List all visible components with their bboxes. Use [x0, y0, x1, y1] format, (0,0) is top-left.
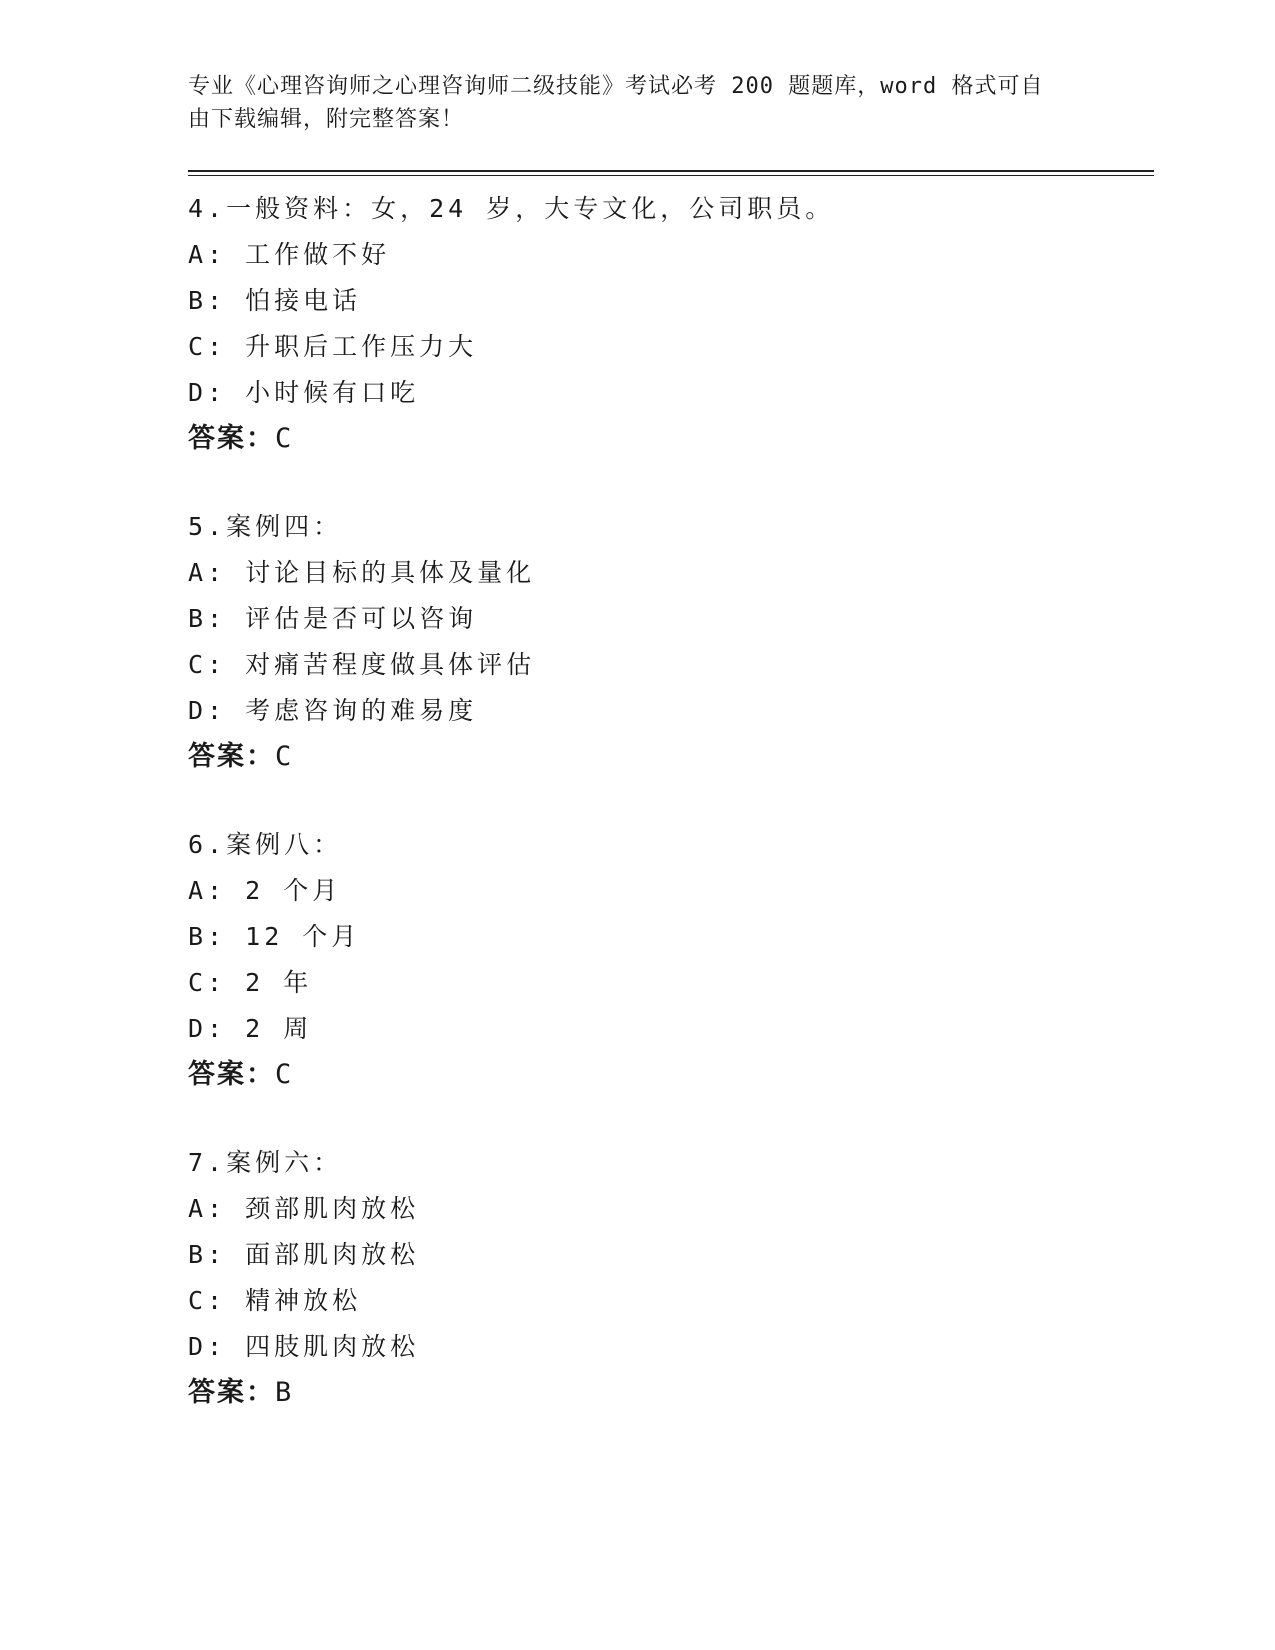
option-d: D: 2 周: [188, 1014, 313, 1043]
answer-line: [188, 416, 1154, 462]
answer-line: [188, 1052, 1154, 1098]
option-a: A: 颈部肌肉放松: [188, 1194, 420, 1223]
option-a: A: 工作做不好: [188, 240, 391, 269]
answer-line: [188, 1370, 1154, 1416]
answer-label: 答案：: [188, 741, 275, 772]
question-item: [188, 1140, 1154, 1416]
option-b: B: 12 个月: [188, 922, 361, 951]
option-d: D: 考虑咨询的难易度: [188, 696, 478, 725]
question-stem: 6.案例八：: [188, 830, 343, 859]
option-b: B: 面部肌肉放松: [188, 1240, 420, 1269]
header-line-2: 由下载编辑，附完整答案！: [188, 107, 465, 132]
option-b: B: 评估是否可以咨询: [188, 604, 478, 633]
question-item: [188, 822, 1154, 1098]
question-stem: 4.一般资料：女，24 岁，大专文化，公司职员。: [188, 194, 835, 223]
question-stem: 7.案例六：: [188, 1148, 343, 1177]
answer-line: [188, 734, 1154, 780]
option-d: D: 小时候有口吃: [188, 378, 420, 407]
document-page: [188, 70, 1154, 1458]
option-c: C: 对痛苦程度做具体评估: [188, 650, 536, 679]
answer-value: C: [275, 741, 293, 772]
question-stem: 5.案例四：: [188, 512, 343, 541]
option-d: D: 四肢肌肉放松: [188, 1332, 420, 1361]
option-c: C: 精神放松: [188, 1286, 362, 1315]
option-a: A: 2 个月: [188, 876, 342, 905]
answer-label: 答案：: [188, 1059, 275, 1090]
answer-label: 答案：: [188, 423, 275, 454]
answer-value: C: [275, 1059, 293, 1090]
option-b: B: 怕接电话: [188, 286, 362, 315]
option-a: A: 讨论目标的具体及量化: [188, 558, 536, 587]
question-item: [188, 186, 1154, 462]
question-list: [188, 186, 1154, 1416]
question-item: [188, 504, 1154, 780]
document-header: [188, 70, 1068, 136]
header-divider: [188, 170, 1154, 176]
answer-label: 答案：: [188, 1377, 275, 1408]
option-c: C: 2 年: [188, 968, 313, 997]
answer-value: B: [275, 1377, 293, 1408]
answer-value: C: [275, 423, 293, 454]
option-c: C: 升职后工作压力大: [188, 332, 478, 361]
header-line-1: 专业《心理咨询师之心理咨询师二级技能》考试必考 200 题题库，word 格式可自: [188, 74, 1044, 99]
